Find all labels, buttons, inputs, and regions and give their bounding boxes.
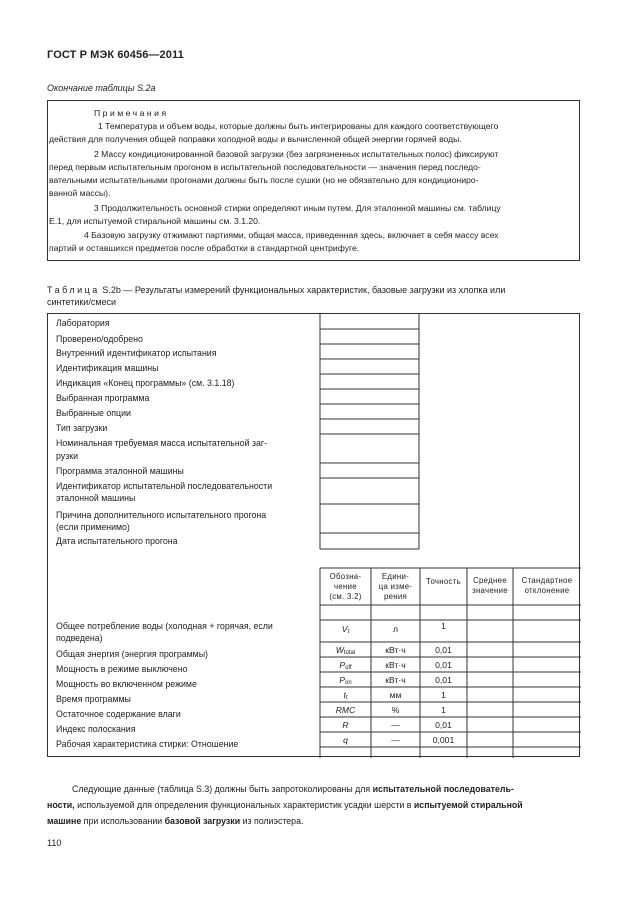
table-title-line1: S.2b — Результаты измерений функциональных характеристик, базовые загрузки из хлопка или [102, 285, 506, 295]
note-line: вательными испытательными прогонами должны быть после сушки (но не обязательно для кондициониро- [49, 175, 479, 185]
column-header-symbol: Обозна- чение (см. 3.2) [329, 572, 362, 601]
table-continuation-caption: Окончание таблицы S.2a [47, 83, 156, 93]
note-line: 3 Продолжительность основной стирки определяют иным путем. Для эталонной машины см. таблицу [94, 203, 501, 213]
info-row-label: Индикация «Конец программы» (см. 3.1.18) [56, 378, 235, 388]
column-header-mean: Среднее значение [472, 576, 508, 595]
measure-row-label: Рабочая характеристика стирки: Отношение [56, 739, 239, 749]
accuracy-cell: 0,01 [435, 660, 452, 670]
symbol-cell: $t_t$ [343, 690, 348, 701]
note-line: E.1, для испытуемой стиральной машины см. 3.1.20. [49, 216, 261, 226]
info-row-label: Дата испытательного прогона [56, 536, 178, 546]
accuracy-cell: 0,001 [432, 735, 455, 745]
column-header-stddev: Стандартное отклонение [521, 576, 573, 595]
info-row-label: (если применимо) [56, 522, 130, 532]
note-line: действия для получения общей поправки холодной воды и вычисленной общей энергии горячей воды. [49, 134, 462, 144]
note-line: ванной массы). [49, 188, 111, 198]
symbol-cell: $P_{off}$ [339, 660, 352, 671]
info-row-label: рузки [56, 451, 78, 461]
table-title [47, 284, 584, 308]
measure-row-label: Общее потребление воды (холодная + горячая, если [56, 621, 273, 631]
accuracy-cell: 0,01 [435, 720, 452, 730]
unit-cell: кВт·ч [385, 645, 406, 655]
symbol-cell: $P_{on}$ [339, 675, 352, 686]
accuracy-cell: 1 [441, 621, 446, 631]
unit-cell: кВт·ч [385, 675, 406, 685]
table-title-prefix: Таблица [47, 285, 100, 295]
accuracy-cell: 1 [441, 690, 446, 700]
symbol-cell: $V_t$ [341, 624, 350, 635]
info-row-label: Причина дополнительного испытательного прогона [56, 510, 267, 520]
unit-cell: кВт·ч [385, 660, 406, 670]
info-row-label: Выбранная программа [56, 393, 150, 403]
document-code: ГОСТ Р МЭК 60456—2011 [47, 49, 184, 61]
measure-row-label: Индекс полоскания [56, 724, 136, 734]
info-row-label: Идентификатор испытательной последовательности [56, 481, 273, 491]
info-row-label: Проверено/одобрено [56, 334, 143, 344]
accuracy-cell: 0,01 [435, 675, 452, 685]
column-header-accuracy: Точность [426, 577, 461, 586]
info-row-label: эталонной машины [56, 493, 136, 503]
unit-cell: — [391, 720, 400, 730]
info-row-label: Идентификация машины [56, 363, 159, 373]
measure-row-label: подведена) [56, 633, 103, 643]
unit-cell: — [391, 735, 400, 745]
notes-box [47, 100, 580, 261]
body-paragraph-line: машине при использовании базовой загрузки из полиэстера. [47, 816, 304, 826]
note-line: 4 Базовую загрузку отжимают партиями, общая масса, приведенная здесь, включает в себя массу всех [84, 230, 499, 240]
measure-row-label: Мощность во включенном режиме [56, 679, 197, 689]
note-line: перед первым испытательным прогоном в испытательной последовательности — значения перед последо- [49, 162, 481, 172]
table-title-line2: синтетики/смеси [47, 297, 117, 307]
unit-cell: мм [389, 690, 402, 700]
info-row-label: Тип загрузки [56, 423, 108, 433]
symbol-cell: q [343, 735, 348, 745]
measure-row-label: Время программы [56, 694, 131, 704]
unit-cell: % [391, 705, 400, 715]
info-row-label: Лаборатория [56, 318, 110, 328]
results-table [47, 313, 580, 757]
note-line: партий и оставшихся предметов после обработки в стандартной центрифуге. [49, 243, 360, 253]
page-number: 110 [47, 838, 62, 848]
info-row-label: Внутренний идентификатор испытания [56, 348, 217, 358]
symbol-cell: RMC [335, 705, 356, 715]
note-line: 2 Массу кондиционированной базовой загрузки (без загрязненных испытательных полос) фиксируют [94, 149, 499, 159]
note-line: 1 Температура и объем воды, которые должны быть интегрированы для каждого соответствующего [98, 121, 499, 131]
notes-title: Примечания [94, 108, 169, 118]
info-row-label: Программа эталонной машины [56, 466, 184, 476]
body-paragraph-line: ности, используемой для определения функциональных характеристик усадки шерсти в испытуемой стиральной [47, 800, 523, 810]
accuracy-cell: 0,01 [435, 645, 452, 655]
symbol-cell: R [342, 720, 349, 730]
info-row-label: Номинальная требуемая масса испытательной заг- [56, 438, 268, 448]
measure-row-label: Общая энергия (энергия программы) [56, 649, 208, 659]
body-paragraph-line: Следующие данные (таблица S.3) должны быть запротоколированы для испытательной последователь- [72, 784, 514, 794]
measure-row-label: Остаточное содержание влаги [56, 709, 181, 719]
column-header-unit: Едини- ца изме- рения [378, 572, 413, 601]
info-row-label: Выбранные опции [56, 408, 131, 418]
unit-cell: л [392, 624, 398, 634]
accuracy-cell: 1 [441, 705, 446, 715]
symbol-cell: $W_{total}$ [335, 645, 356, 656]
measure-row-label: Мощность в режиме выключено [56, 664, 188, 674]
